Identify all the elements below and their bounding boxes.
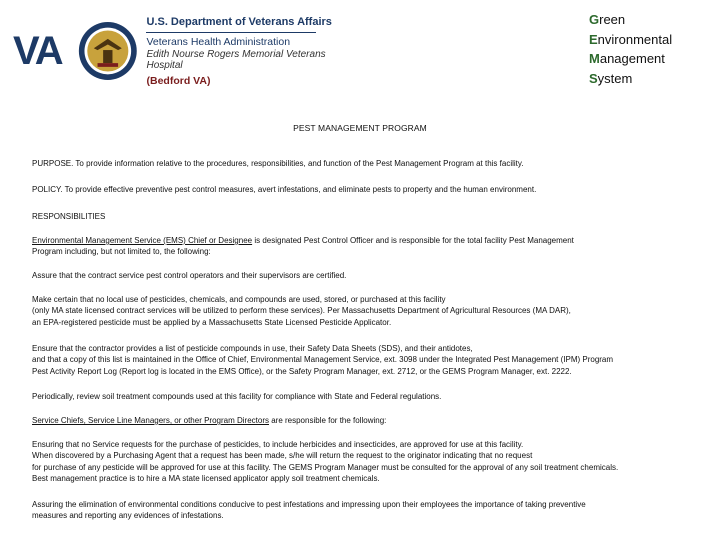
gems-initial: E bbox=[589, 31, 598, 47]
gems-initial: M bbox=[589, 51, 600, 66]
gems-line bbox=[589, 69, 672, 89]
ems-lead-line-2: Program including, but not limited to, the following: bbox=[32, 247, 211, 257]
paragraph-purchase bbox=[32, 439, 712, 485]
paragraph-elimination bbox=[32, 499, 712, 522]
location-name: (Bedford VA) bbox=[146, 74, 211, 87]
va-seal-icon bbox=[77, 18, 139, 84]
document-title: PEST MANAGEMENT PROGRAM bbox=[293, 123, 427, 133]
gems-word: nvironmental bbox=[597, 31, 673, 47]
organization-block bbox=[146, 16, 350, 87]
text-line: Make certain that no local use of pesticides, chemicals, and compounds are used, stored, or purchased at this facility bbox=[32, 295, 446, 304]
paragraph-local-use bbox=[32, 294, 712, 328]
hospital-name: Edith Nourse Rogers Memorial Veterans Hospital bbox=[146, 48, 326, 71]
gems-line bbox=[589, 10, 672, 30]
ems-lead-line bbox=[32, 235, 712, 246]
text-line: (only MA state licensed contract services will be utilized to perform these services). Per Massachusetts Department of Agricultural Resources (MA DAR), bbox=[32, 306, 571, 316]
service-lead-text: are responsible for the following: bbox=[268, 416, 387, 425]
policy-text: To provide effective preventive pest control measures, avert infestations, and eliminate pests to property and the human environment. bbox=[62, 185, 537, 194]
va-logo-banner bbox=[8, 9, 350, 93]
responsibilities-heading: RESPONSIBILITIES bbox=[32, 212, 106, 221]
ems-lead-text: is designated Pest Control Officer and is responsible for the total facility Pest Management bbox=[252, 236, 574, 245]
gems-line bbox=[589, 30, 672, 50]
text-line: measures and reporting any evidences of infestations. bbox=[32, 511, 224, 521]
service-role: Service Chiefs, Service Line Managers, or other Program Directors bbox=[32, 416, 269, 425]
administration-name: Veterans Health Administration bbox=[146, 35, 291, 48]
gems-acronym bbox=[589, 10, 672, 88]
gems-word: anagement bbox=[599, 51, 665, 66]
paragraph-certified: Assure that the contract service pest control operators and their supervisors are certified. bbox=[32, 271, 347, 280]
purpose-paragraph bbox=[32, 158, 712, 169]
purpose-text: To provide information relative to the procedures, responsibilities, and function of the Pest Management Program at this facility. bbox=[73, 159, 524, 168]
service-chiefs-paragraph bbox=[32, 415, 712, 426]
text-line: When discovered by a Purchasing Agent that a request has been made, s/he will return the request to the originator indicating that no request bbox=[32, 451, 533, 461]
department-name: U.S. Department of Veterans Affairs bbox=[146, 15, 332, 28]
text-line: Best management practice is to hire a MA state licensed applicator apply soil treatment chemicals. bbox=[32, 474, 380, 484]
gems-initial: S bbox=[589, 70, 598, 86]
text-line: and that a copy of this list is maintained in the Office of Chief, Environmental Management Service, ext. 3098 under the Integrated Pest Management (IPM) Program bbox=[32, 355, 614, 365]
policy-paragraph bbox=[32, 184, 712, 195]
text-line: Ensure that the contractor provides a list of pesticide compounds in use, their Safety Data Sheets (SDS), and their antidotes, bbox=[32, 344, 473, 353]
gems-word: reen bbox=[599, 12, 626, 27]
text-line: Assuring the elimination of environmental conditions conducive to pest infestations and impressing upon their employees the importance of taking preventive bbox=[32, 500, 586, 509]
policy-label: POLICY. bbox=[32, 185, 63, 194]
purpose-label: PURPOSE. bbox=[32, 159, 74, 168]
va-logo-mark: VA bbox=[13, 28, 62, 73]
paragraph-contractor-list bbox=[32, 343, 712, 377]
divider bbox=[146, 32, 316, 33]
text-line: Pest Activity Report Log (Report log is located in the EMS Office), or the Safety Program Manager, ext. 2712, or the GEMS Program Manager, ext. 2222. bbox=[32, 366, 572, 376]
text-line: for purchase of any pesticide will be approved for use at this facility. The GEMS Program Manager must be consulted for the approval of any soil treatment chemicals. bbox=[32, 462, 619, 472]
ems-lead-paragraph bbox=[32, 235, 712, 258]
paragraph-soil-review: Periodically, review soil treatment compounds used at this facility for compliance with State and Federal regulations. bbox=[32, 392, 442, 401]
text-line: an EPA-registered pesticide must be applied by a Massachusetts State Licensed Pesticide Applicator. bbox=[32, 317, 392, 327]
ems-role: Environmental Management Service (EMS) Chief or Designee bbox=[32, 236, 253, 245]
text-line: Ensuring that no Service requests for the purchase of pesticides, to include herbicides and insecticides, are approved for use at this facility. bbox=[32, 440, 524, 449]
gems-line bbox=[589, 49, 672, 69]
gems-initial: G bbox=[589, 12, 600, 27]
gems-word: ystem bbox=[597, 70, 633, 86]
